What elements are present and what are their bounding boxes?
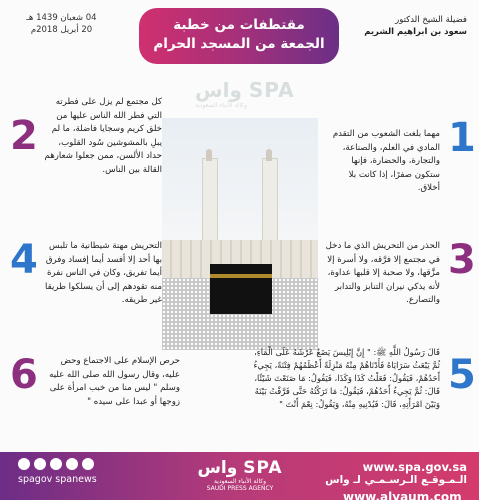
site-url[interactable]: www.spa.gov.sa (362, 460, 467, 474)
page-title (139, 8, 339, 64)
social-handles: spagov spanews (18, 474, 97, 485)
panel-4-text: التحريش مهنة شيطانية ما تلبس بها أحد إلا أفسد أيما إفساد وفرق أيما تفريق، وكان في الناس نفرة منه تقودهم إلى أن يسلكوا طريقا غير طريقه. (44, 241, 162, 305)
number-3: 3 (448, 237, 476, 283)
panel-6-text: حرص الإسلام على الاجتماع وحض عليه، وقال رسول الله صلى الله عليه وسلم " ليس منا من خبب امرأة على زوجها أو عبدا على سيده " (49, 356, 180, 407)
spa-watermark (195, 78, 295, 109)
number-5: 5 (448, 352, 476, 398)
date-block (14, 12, 109, 36)
panel-5-text: قَالَ رَسُولُ اللَّهِ ﷺ: " إِنَّ إِبْلِيسَ يَضَعُ عَرْشَهُ عَلَى الْمَاءِ، ثُمَّ يَبْعَثُ سَرَايَاهُ فَأَدْنَاهُمْ مِنْهُ مَنْزِلَةً أَعْظَمُهُمْ فِتْنَةً، يَجِيءُ أَحَدُهُمْ، فَيَقُولُ: فَعَلْتُ كَذَا وَكَذَا، فَيَقُولُ: مَا صَنَعْتَ شَيْئًا، قَالَ: ثُمَّ يَجِيءُ أَحَدُهُمْ، فَيَقُولُ: مَا تَرَكْتُهُ حَتَّى فَرَّقْتُ بَيْنَهُ وَبَيْنَ امْرَأَتِهِ، قَالَ: فَيُدْنِيهِ مِنْهُ، وَيَقُولُ: نِعْمَ أَنْتَ " (253, 347, 440, 409)
alyaum-watermark: www.alyaum.com (343, 490, 462, 504)
speaker-title: فضيلة الشيخ الدكتور (395, 15, 467, 25)
speaker-name: سعود بن ابراهيم الشريم (364, 27, 467, 37)
spa-logo-en: SAUDI PRESS AGENCY (206, 485, 274, 492)
number-2: 2 (10, 113, 38, 159)
twitter-icon[interactable] (34, 458, 46, 470)
spa-logo-text: واس SPA (197, 458, 283, 478)
youtube-icon[interactable] (50, 458, 62, 470)
date-hijri: 04 شعبان 1439 هـ (26, 13, 97, 23)
snapchat-icon[interactable] (66, 458, 78, 470)
spa-logo (190, 458, 290, 492)
panel-1-text: مهما بلغت الشعوب من التقدم المادي في العلم، والصناعة، والتجارة، والحضارة، فإنها ستكون صفرًا، إذا كانت بلا أخلاق. (332, 129, 440, 193)
panel-3-text: الحذر من التحريش الذي ما دخل في مجتمع إلا فرَّقه، ولا أسرة إلا مزَّقها، ولا صحبة إلا قلبها عداوة، لأنه يذكي نيران التنابز والتدابر والتصارع. (325, 241, 440, 305)
number-1: 1 (448, 115, 476, 161)
kaaba-photo (162, 118, 318, 350)
site-block (325, 460, 467, 486)
title-line-1: مقتطفات من خطبة (173, 17, 305, 33)
number-6: 6 (10, 352, 38, 398)
date-gregorian: 20 أبريل 2018م (30, 25, 93, 35)
title-line-2: الجمعة من المسجد الحرام (153, 36, 325, 52)
minaret-left (202, 158, 218, 250)
site-tagline: الـمـوقـع الـرسـمـي لـ واس (325, 474, 467, 486)
watermark-logo: واس SPA (195, 78, 295, 102)
instagram-icon[interactable] (18, 458, 30, 470)
speaker-block (342, 14, 467, 38)
social-block (18, 458, 97, 485)
minaret-right (262, 158, 278, 250)
number-4: 4 (10, 237, 38, 283)
panel-2-text: كل مجتمع لم يزل على فطرته التي فطر الله الناس عليها من خلق كريم وسجايا فاضلة، ما لم يبلِ بالمشوشين سُود القلوب، حداد الألسن، ممن جعلوا شعارهم القالة بين الناس. (44, 97, 162, 175)
watermark-caption: وكالة الأنباء السعودية (195, 102, 248, 109)
twitter-icon-2[interactable] (82, 458, 94, 470)
kaaba (210, 264, 272, 314)
spa-logo-ar: وكالة الأنباء السعودية (213, 478, 267, 485)
